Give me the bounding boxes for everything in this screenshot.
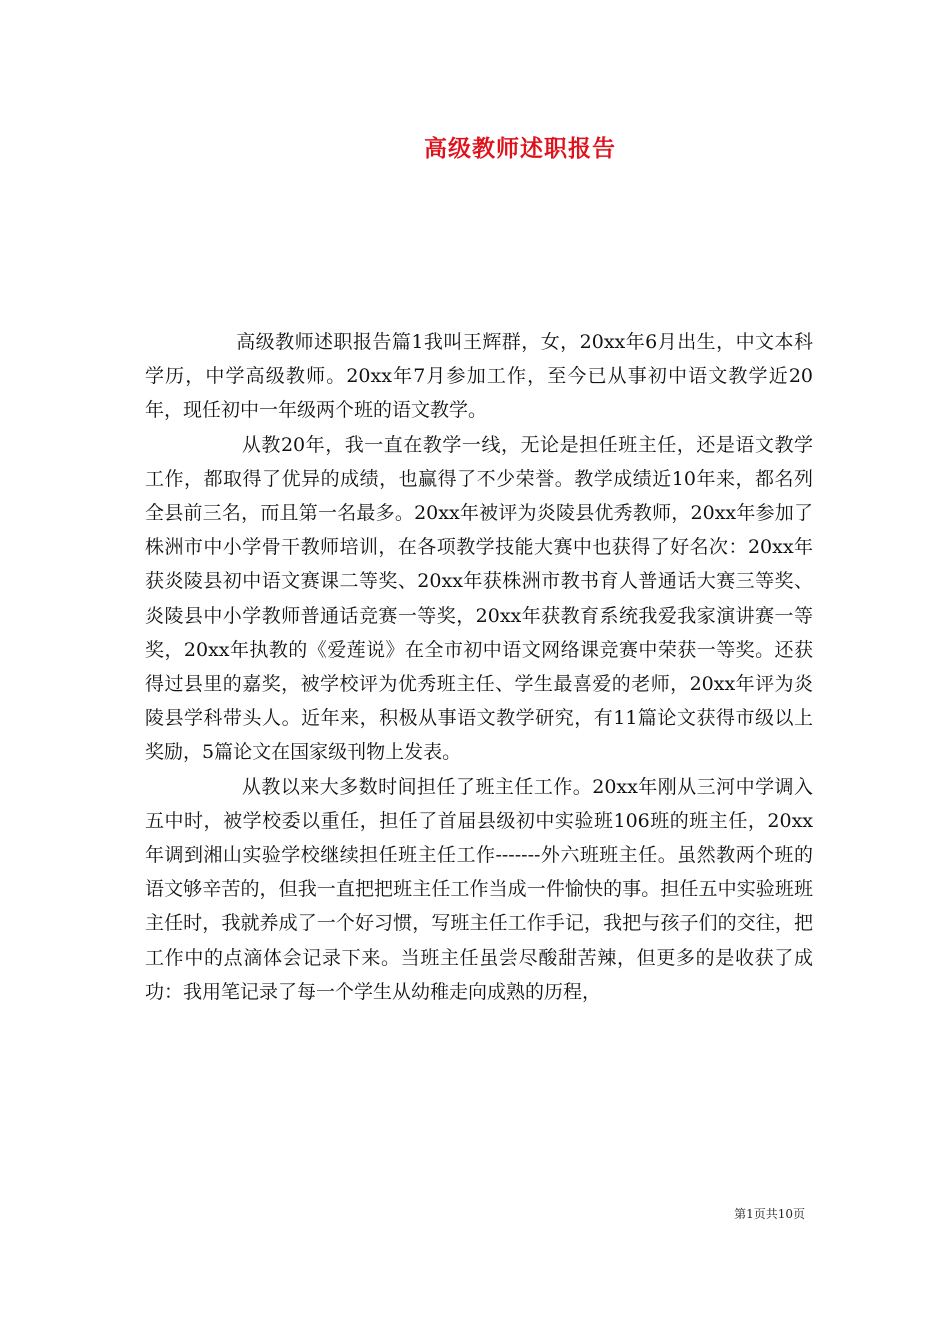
- paragraph-3: 从教以来大多数时间担任了班主任工作。20xx年刚从三河中学调入五中时，被学校委以重任，担任了首届县级初中实验班106班的班主任，20xx年调到湘山实验学校继续担任班主任工作-------外六班班主任。虽然教两个班的语文够辛苦的，但我一直把把班主任工作当成一件愉快的事。担任五中实验班班主任时，我就养成了一个好习惯，写班主任工作手记，我把与孩子们的交往，把工作中的点滴体会记录下来。当班主任虽尝尽酸甜苦辣，但更多的是收获了成功：我用笔记录了每一个学生从幼稚走向成熟的历程，: [145, 775, 813, 1003]
- document-title: 高级教师述职报告: [424, 135, 616, 162]
- document-body: [145, 325, 813, 1009]
- paragraph-2: 从教20年，我一直在教学一线，无论是担任班主任，还是语文教学工作，都取得了优异的成绩，也赢得了不少荣誉。教学成绩近10年来，都名列全县前三名，而且第一名最多。20xx年被评为炎陵县优秀教师，20xx年参加了株洲市中小学骨干教师培训，在各项教学技能大赛中也获得了好名次：20xx年获炎陵县初中语文赛课二等奖、20xx年获株洲市教书育人普通话大赛三等奖、炎陵县中小学教师普通话竞赛一等奖，20xx年获教育系统我爱我家演讲赛一等奖，20xx年执教的《爱莲说》在全市初中语文网络课竞赛中荣获一等奖。还获得过县里的嘉奖，被学校评为优秀班主任、学生最喜爱的老师，20xx年评为炎陵县学科带头人。近年来，积极从事语文教学研究，有11篇论文获得市级以上奖励，5篇论文在国家级刊物上发表。: [145, 433, 813, 764]
- page-footer: 第1页共10页: [734, 1207, 805, 1221]
- paragraph-1: 高级教师述职报告篇1我叫王辉群，女，20xx年6月出生，中文本科学历，中学高级教师。20xx年7月参加工作，至今已从事初中语文教学近20年，现任初中一年级两个班的语文教学。: [145, 331, 813, 422]
